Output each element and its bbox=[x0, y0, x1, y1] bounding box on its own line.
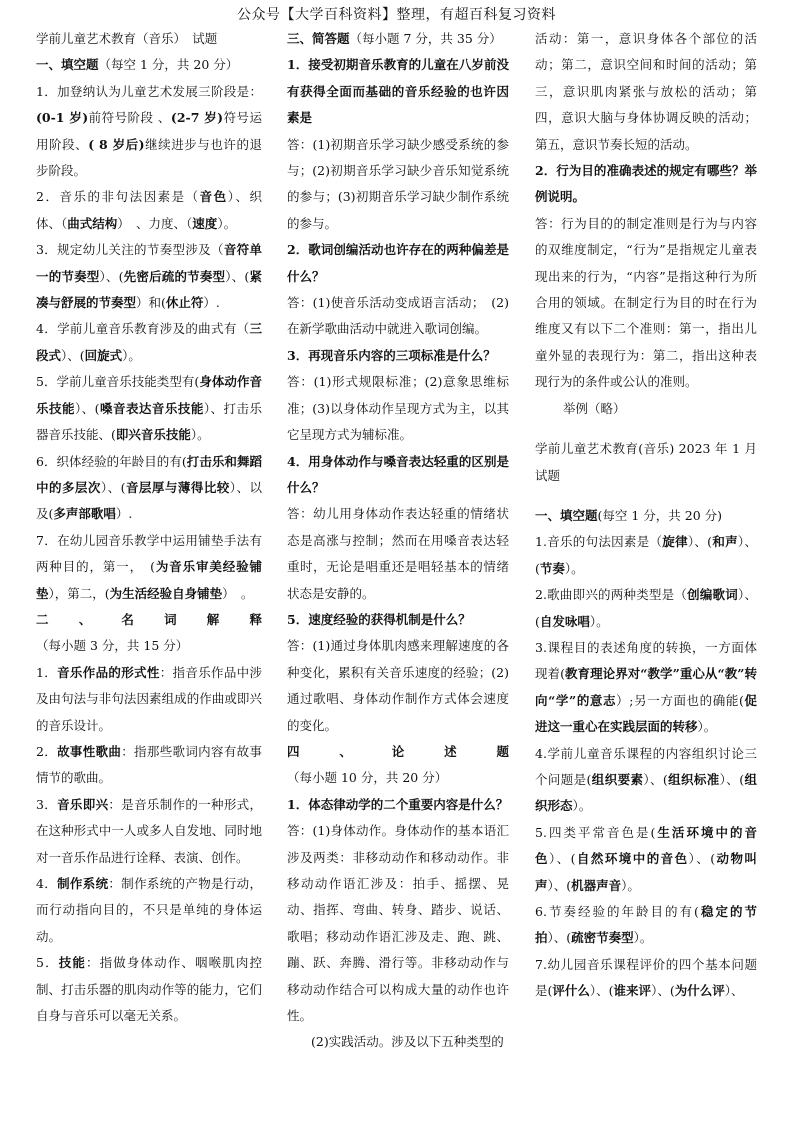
essay-example: 举例（略） bbox=[563, 400, 626, 416]
fill-q5: 5．学前儿童音乐技能类型有(身体动作音乐技能）、(嗓音表达音乐技能）、打击乐器音乐技能、(即兴音乐技能）。 bbox=[36, 374, 262, 443]
short-a4: 答：幼儿用身体动作表达轻重的情绪状态是高涨与控制；然而在用嗓音表达轻重时，无论是唱重还是唱轻基本的情绪状态是安静的。 bbox=[287, 506, 509, 601]
exam2-section-fill-blank: 一、填空题(每空 1 分，共 20 分) bbox=[535, 507, 723, 523]
essay-a1-continued: 活动：第一，意识身体各个部位的活动；第二，意识空间和时间的活动；第三，意识肌肉紧张与放松的活动；第四，意识大脑与身体协调反映的活动；第五，意识节奏长短的活动。 bbox=[535, 31, 757, 152]
short-a3: 答：(1)形式规限标准；(2)意象思维标准；(3)以身体动作呈现方式为主，以其它呈现方式为辅标准。 bbox=[287, 374, 509, 443]
term-2: 2．故事性歌曲：指那些歌词内容有故事情节的歌曲。 bbox=[36, 743, 262, 786]
essay-q2: 2．行为目的准确表述的规定有哪些？举例说明。 bbox=[535, 163, 757, 205]
term-1: 1．音乐作品的形式性：指音乐作品中涉及由句法与非句法因素组成的作曲或即兴的音乐设计。 bbox=[36, 664, 262, 733]
exam2-fill-q4: 4.学前儿童音乐课程的内容组织讨论三个问题是(组织要素）、(组织标准）、(组织形态）。 bbox=[535, 745, 757, 814]
essay-a2: 答：行为目的的制定准则是行为与内容的双维度制定，“行为”是指规定儿童表现出来的行为，“内容”是指这种行为所合用的领域。在制定行为目的时在行为维度又有以下二个准则：第一，指出儿童外显的表现行为：第二，指出这种表现行为的条件或公认的准则。 bbox=[535, 215, 757, 390]
exam-title: 学前儿童艺术教育（音乐） 试题 bbox=[36, 31, 218, 46]
exam2-title: 学前儿童艺术教育(音乐) 2023 年 1 月试题 bbox=[535, 441, 757, 483]
short-a2: 答：(1)使音乐活动变成语言活动； (2)在新学歌曲活动中就进入歌词创编。 bbox=[287, 295, 509, 337]
fill-q4: 4．学前儿童音乐教育涉及的曲式有（三段式）、(回旋式）。 bbox=[36, 321, 262, 363]
term-3: 3．音乐即兴：是音乐制作的一种形式，在这种形式中一人或多人自发地、同时地对一音乐作品进行诠释、表演、创作。 bbox=[36, 796, 262, 865]
fill-q3: 3．规定幼儿关注的节奏型涉及（音符单一的节奏型）、(先密后疏的节奏型）、(紧凑与舒展的节奏型）和(休止符）. bbox=[36, 242, 262, 311]
short-a1: 答：(1)初期音乐学习缺少感受系统的参与；(2)初期音乐学习缺少音乐知觉系统的参与；(3)初期音乐学习缺少制作系统的参与。 bbox=[287, 136, 509, 231]
term-5: 5．技能：指做身体动作、咽喉肌肉控制、打击乐器的肌肉动作等的能力，它们自身与音乐可以毫无关系。 bbox=[36, 955, 262, 1024]
term-4: 4．制作系统：制作系统的产物是行动，而行动指向目的，不只是单纯的身体运动。 bbox=[36, 876, 262, 944]
essay-q1: 1．体态律动学的二个重要内容是什么？ bbox=[287, 796, 509, 812]
fill-q2: 2．音乐的非句法因素是（音色）、织体、（曲式结构） 、力度、（速度）。 bbox=[36, 189, 262, 231]
page-header: 公众号【大学百科资料】整理，有超百科复习资料 bbox=[237, 7, 556, 23]
column-3 bbox=[535, 26, 757, 1005]
fill-q6: 6．织体经验的年龄目的有(打击乐和舞蹈中的多层次）、(音层厚与薄得比较）、以及(多声部歌唱）. bbox=[36, 453, 262, 522]
short-q5: 5．速度经验的获得机制是什么？ bbox=[287, 611, 471, 627]
column-2 bbox=[287, 26, 509, 1056]
exam2-fill-q2: 2.歌曲即兴的两种类型是（创编歌词）、(自发咏唱）。 bbox=[535, 587, 757, 629]
short-q2: 2．歌词创编活动也许存在的两种偏差是什么？ bbox=[287, 242, 509, 284]
short-q3: 3．再现音乐内容的三项标准是什么？ bbox=[287, 347, 496, 363]
short-a5: 答：(1)通过身体肌肉感来理解速度的各种变化，累积有关音乐速度的经验；(2)通过歌唱、身体动作制作方式体会速度的变化。 bbox=[287, 638, 509, 733]
section-short-answer: 三、简答题（每小题 7 分，共 35 分） bbox=[287, 31, 502, 46]
fill-q1: 1．加登纳认为儿童艺术发展三阶段是：(0-1 岁)前符号阶段 、(2-7 岁)符号运用阶段、( 8 岁后)继续进步与也许的退步阶段。 bbox=[36, 83, 263, 179]
short-q4: 4．用身体动作与嗓音表达轻重的区别是什么？ bbox=[287, 453, 509, 495]
exam2-fill-q7: 7.幼儿园音乐课程评价的四个基本问题是(评什么）、(谁来评）、(为什么评）、 bbox=[535, 956, 757, 999]
exam2-fill-q6: 6.节奏经验的年龄目的有(稳定的节拍）、(疏密节奏型）。 bbox=[535, 904, 757, 946]
section-fill-blank: 一、填空题（每空 1 分，共 20 分） bbox=[36, 57, 239, 73]
exam2-fill-q1: 1.音乐的句法因素是（旋律）、(和声）、(节奏）。 bbox=[535, 534, 757, 576]
column-1 bbox=[36, 26, 262, 1029]
essay-a1: 答：(1)身体动作。身体动作的基本语汇涉及两类：非移动动作和移动动作。非移动动作语汇涉及：拍手、摇摆、晃动、指挥、弯曲、转身、踏步、说话、歌唱；移动动作语汇涉及走、跑、跳、蹦、跃、奔腾、滑行等。非移动动作与移动动作结合可以构成大量的动作也许性。 bbox=[287, 823, 509, 1024]
exam2-fill-q3: 3.课程目的表述角度的转换，一方面体现着(教育理论界对“教学”重心从“教”转向“学”的意志）;另一方面也的确能(促进这一重心在实践层面的转移）。 bbox=[535, 639, 757, 735]
fill-q7: 7．在幼儿园音乐教学中运用铺垫手法有两种目的，第一， (为音乐审美经验铺垫），第二，(为生活经验自身铺垫） 。 bbox=[36, 532, 262, 601]
section-terms: 二、名词解释（每小题 3 分，共 15 分） bbox=[36, 611, 262, 654]
essay-a1-part2: (2)实践活动。涉及以下五种类型的 bbox=[311, 1034, 504, 1050]
section-essay: 四、论述题（每小题 10 分，共 20 分） bbox=[287, 743, 509, 786]
short-q1: 1．接受初期音乐教育的儿童在八岁前没有获得全面而基础的音乐经验的也许因素是 bbox=[287, 57, 509, 126]
exam2-fill-q5: 5.四类平常音色是(生活环境中的音色）、(自然环境中的音色）、(动物叫声）、(机器声音）。 bbox=[535, 824, 757, 893]
